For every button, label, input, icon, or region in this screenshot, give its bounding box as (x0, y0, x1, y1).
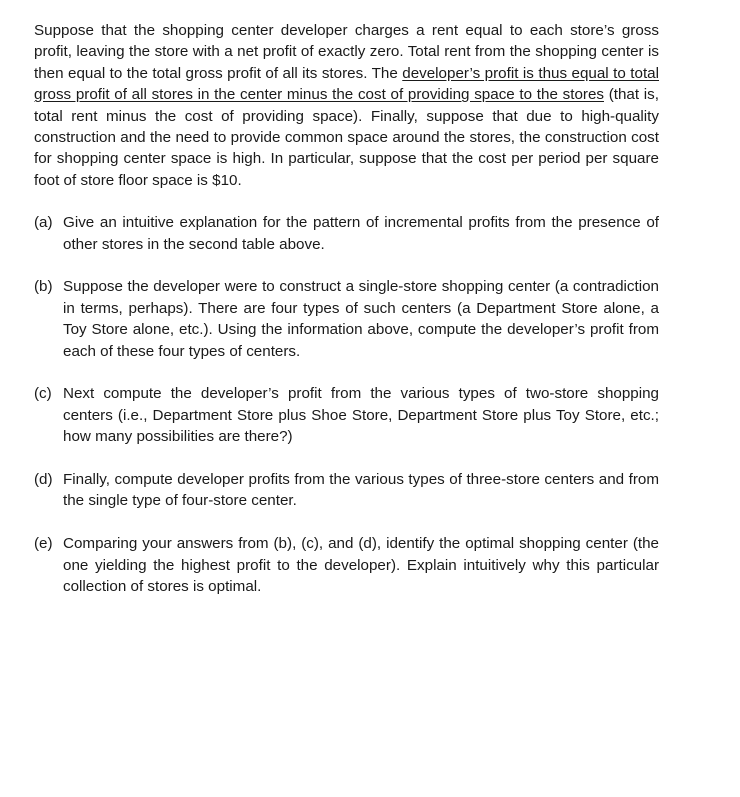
intro-underlined-text: developer’s profit is thus equal to total gross profit of all stores in the center minus the cost of providing space to the stores (34, 64, 659, 104)
question-text: Next compute the developer’s profit from the various types of two-store shopping centers (i.e., Department Store plus Shoe Store, Department Store plus Toy Store, etc.; how many possibilities are there?) (63, 385, 659, 446)
question-label: (d) (34, 471, 53, 489)
question-item-d (34, 469, 659, 512)
question-label: (a) (34, 214, 53, 232)
question-text: Suppose the developer were to construct a single-store shopping center (a contradiction in terms, perhaps). There are four types of such centers (a Department Store alone, a Toy Store alone, etc.). Using the information above, compute the developer’s profit from each of these four types of centers. (63, 278, 659, 360)
question-label: (c) (34, 385, 52, 403)
question-text: Finally, compute developer profits from the various types of three-store centers and from the single type of four-store center. (63, 471, 659, 510)
question-item-b (34, 276, 659, 362)
intro-paragraph (34, 20, 659, 191)
question-text: Comparing your answers from (b), (c), and (d), identify the optimal shopping center (the one yielding the highest profit to the developer). Explain intuitively why this particular collection of stores is optimal. (63, 535, 659, 596)
intro-text-start: Suppose that the shopping center developer charges a rent equal to each store’s gross profit, leaving the store with a net profit of exactly zero. Total rent from the shopping center is then equal to the total gross profit of all its stores. The (34, 22, 659, 82)
document-page (34, 20, 659, 619)
question-text: Give an intuitive explanation for the pattern of incremental profits from the presence of other stores in the second table above. (63, 214, 659, 253)
question-label: (e) (34, 535, 53, 553)
intro-text-end: (that is, total rent minus the cost of providing space). Finally, suppose that due to high-quality construction and the need to provide common space around the stores, the construction cost for shopping center space is high. In particular, suppose that the cost per period per square foot of store floor space is $10. (34, 86, 659, 189)
question-item-e (34, 533, 659, 597)
question-item-c (34, 383, 659, 447)
question-list (34, 212, 659, 597)
question-item-a (34, 212, 659, 255)
question-label: (b) (34, 278, 53, 296)
